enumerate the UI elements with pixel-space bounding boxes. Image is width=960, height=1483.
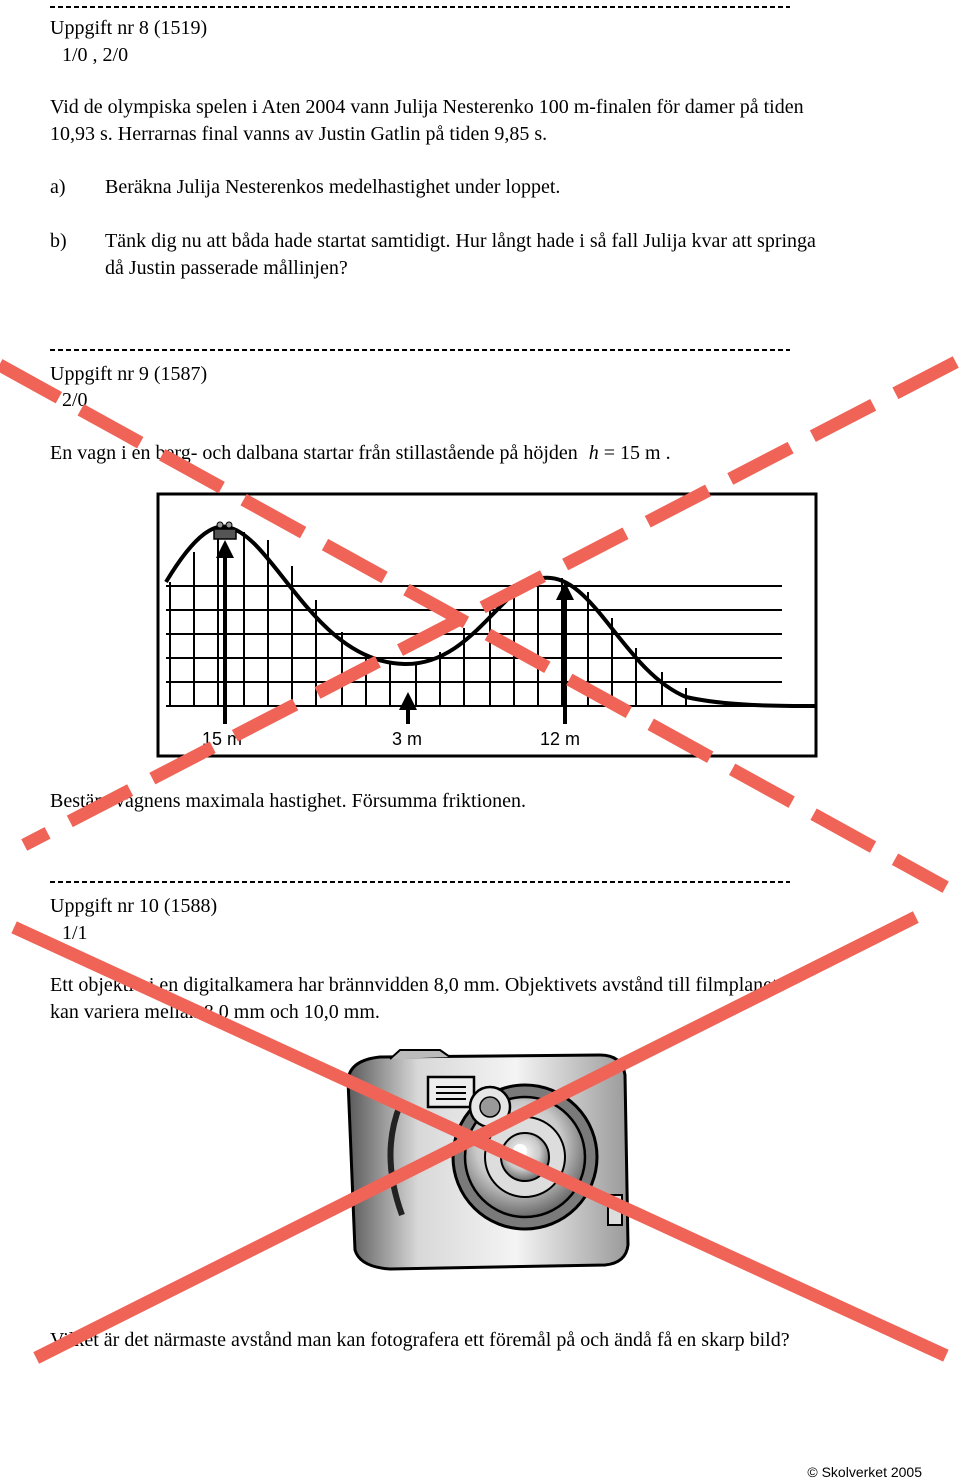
task8-b-label: b) — [50, 230, 67, 252]
task9-points: 2/0 — [62, 389, 88, 411]
task9-intro-text: En vagn i en berg- och dalbana startar från stillastående på höjden — [50, 442, 578, 464]
task8-intro: Vid de olympiska spelen i Aten 2004 vann Julija Nesterenko 100 m-finalen för damer på tiden — [50, 96, 804, 118]
footer-copyright: © Skolverket 2005 — [807, 1464, 922, 1480]
task10-question: Vilket är det närmaste avstånd man kan fotografera ett föremål på och ändå få en skarp bild? — [50, 1329, 790, 1351]
task8-title: Uppgift nr 8 (1519) — [50, 17, 208, 39]
task8-intro: 10,93 s. Herrarnas final vanns av Justin Gatlin på tiden 9,85 s. — [50, 123, 548, 145]
task8-b-text: då Justin passerade mållinjen? — [105, 257, 348, 279]
task8-a-label: a) — [50, 176, 66, 198]
separator-line — [50, 349, 790, 351]
height-label: 3 m — [392, 729, 423, 749]
task9-question: Bestäm vagnens maximala hastighet. Försumma friktionen. — [50, 790, 527, 812]
separator-line — [50, 881, 790, 883]
task8-a-text: Beräkna Julija Nesterenkos medelhastighet under loppet. — [105, 176, 561, 198]
task10-intro: kan variera mellan 8,0 mm och 10,0 mm. — [50, 1001, 380, 1023]
camera-illustration — [340, 1045, 640, 1275]
task10-intro: Ett objektiv i en digitalkamera har brännvidden 8,0 mm. Objektivets avstånd till filmplanet — [50, 974, 778, 996]
height-label: 15 m — [202, 729, 243, 749]
task8-points: 1/0 , 2/0 — [62, 44, 129, 66]
formula-var: h — [588, 442, 599, 464]
separator-line — [50, 6, 790, 8]
task9-title: Uppgift nr 9 (1587) — [50, 363, 208, 385]
formula-eq: = 15 m . — [598, 442, 671, 464]
height-label: 12 m — [540, 729, 581, 749]
task10-points: 1/1 — [62, 922, 88, 944]
roller-coaster-figure — [156, 492, 820, 760]
task8-b-text: Tänk dig nu att båda hade startat samtidigt. Hur långt hade i så fall Julija kvar att springa — [105, 230, 816, 252]
task9-intro — [50, 440, 671, 466]
task10-title: Uppgift nr 10 (1588) — [50, 895, 218, 917]
